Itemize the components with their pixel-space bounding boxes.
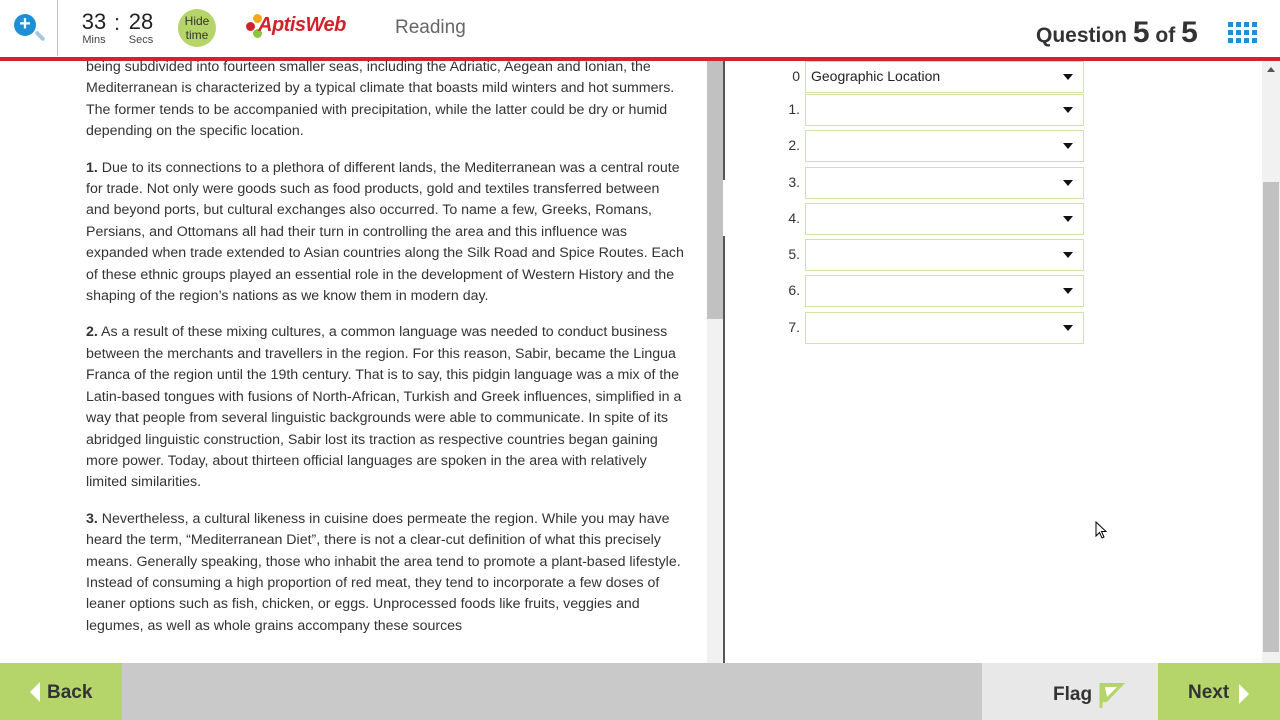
heading-select-6[interactable]	[805, 275, 1084, 307]
bottom-bar	[0, 663, 1280, 720]
answer-row-0	[785, 61, 1085, 93]
logo-text: AptisWeb	[258, 14, 346, 36]
heading-select-0[interactable]	[805, 61, 1084, 93]
timer-minutes: 33	[81, 9, 107, 34]
answer-row-5	[785, 239, 1085, 271]
reading-panel[interactable]	[0, 61, 707, 663]
question-total: 5	[1181, 16, 1198, 49]
header-divider	[57, 0, 58, 56]
answer-row-4	[785, 203, 1085, 235]
heading-select-3[interactable]	[805, 167, 1084, 199]
heading-select-2[interactable]	[805, 130, 1084, 162]
flag-icon	[1098, 680, 1128, 710]
paragraph-number: 3.	[86, 510, 98, 527]
reading-scrollbar-thumb[interactable]	[707, 61, 723, 319]
dropdown-arrow-icon	[1063, 143, 1073, 149]
answer-row-6	[785, 275, 1085, 307]
top-bar	[0, 0, 1280, 58]
answers-scrollbar-thumb[interactable]	[1263, 182, 1279, 652]
heading-select-4[interactable]	[805, 203, 1084, 235]
timer-separator: :	[113, 10, 121, 35]
scroll-up-icon[interactable]	[1267, 67, 1275, 72]
answer-number: 1.	[788, 101, 800, 117]
section-title: Reading	[395, 17, 466, 38]
timer	[78, 10, 160, 50]
answer-number: 2.	[788, 137, 800, 153]
question-prefix: Question	[1036, 24, 1128, 47]
paragraph-number: 2.	[86, 324, 98, 341]
chevron-left-icon	[30, 682, 40, 702]
answers-scrollbar[interactable]	[1262, 61, 1280, 663]
reading-scrollbar[interactable]	[707, 61, 723, 663]
zoom-in-icon[interactable]: +	[10, 10, 46, 46]
hide-time-button[interactable]: Hide time	[178, 9, 216, 47]
dropdown-arrow-icon	[1063, 288, 1073, 294]
paragraph-number: 1.	[86, 159, 98, 176]
dropdown-arrow-icon	[1063, 180, 1073, 186]
answer-number: 5.	[788, 246, 800, 262]
chevron-right-icon	[1239, 684, 1249, 704]
answer-number: 4.	[788, 210, 800, 226]
dropdown-arrow-icon	[1063, 252, 1073, 258]
mouse-cursor-icon	[1095, 521, 1107, 539]
timer-seconds: 28	[128, 9, 154, 34]
select-value: Geographic Location	[811, 68, 941, 84]
flag-button[interactable]	[982, 663, 1158, 720]
back-button[interactable]	[0, 663, 122, 720]
question-counter	[1036, 16, 1198, 50]
paragraph-text: Due to its connections to a plethora of different lands, the Mediterranean was a central route for trade. Not only were goods such as food products, gold and textiles transferred between and beyond ports, but cultural exchanges also occurred. To name a few, Greeks, Romans, Persians, and Ottomans all had their turn in controlling the area and this influence was expanded when trade extended to Asian countries along the Silk Road and Spice Routes. Each of these ethnic groups played an essential role in the development of Western History and the shaping of the region’s nations as we know them in modern day.	[86, 159, 684, 305]
answer-number: 7.	[788, 319, 800, 335]
reading-paragraph-2	[86, 322, 684, 493]
answer-number: 3.	[788, 174, 800, 190]
heading-select-5[interactable]	[805, 239, 1084, 271]
question-of: of	[1155, 24, 1176, 47]
dropdown-arrow-icon	[1063, 216, 1073, 222]
question-grid-icon[interactable]	[1228, 22, 1256, 46]
answer-row-1	[785, 94, 1085, 126]
question-current: 5	[1132, 16, 1150, 49]
aptisweb-logo	[246, 12, 370, 44]
dropdown-arrow-icon	[1063, 325, 1073, 331]
answer-row-7	[785, 312, 1085, 344]
answer-number: 0	[792, 68, 800, 84]
next-button-label: Next	[1188, 682, 1230, 703]
dropdown-arrow-icon	[1063, 107, 1073, 113]
flag-button-label: Flag	[1053, 684, 1093, 705]
reading-paragraph-1	[86, 158, 684, 308]
timer-minutes-label: Mins	[82, 34, 106, 46]
heading-select-7[interactable]	[805, 312, 1084, 344]
heading-select-1[interactable]	[805, 94, 1084, 126]
paragraph-text: As a result of these mixing cultures, a common language was needed to conduct business between the merchants and travellers in the region. For this reason, Sabir, became the Lingua Franca of the region until the 19th century. That is to say, this pidgin language was a mix of the Latin-based tongues with fusions of North-African, Turkish and Greek influences, simplified in a way that people from several linguistic backgrounds were able to communicate. In spite of its abridged linguistic construction, Sabir lost its traction as respective countries began gaining more power. Today, about thirteen official languages are spoken in the area with relatively limited similarities.	[86, 324, 682, 491]
answer-number: 6.	[788, 282, 800, 298]
paragraph-text: Nevertheless, a cultural likeness in cuisine does permeate the region. While you may have heard the term, “Mediterranean Diet”, there is not a clear-cut definition of what this precisely means. Generally speaking, those who inhabit the area tend to promote a plant-based lifestyle. Instead of consuming a high proportion of red meat, they tend to incorporate a few doses of leaner options such as fish, chicken, or eggs. Unprocessed foods like fruits, veggies and legumes, as well as whole grains accompany these sources	[86, 510, 681, 634]
back-button-label: Back	[47, 682, 93, 703]
dropdown-arrow-icon	[1063, 74, 1073, 80]
answer-row-3	[785, 167, 1085, 199]
timer-seconds-label: Secs	[128, 34, 154, 46]
reading-intro: being subdivided into fourteen smaller seas, including the Adriatic, Aegean and Ionian, the Mediterranean is characterized by a typical climate that boasts mild winters and hot summers. The former tends to be accompanied with precipitation, while the latter could be dry or humid depending on the specific location.	[86, 61, 675, 140]
reading-text	[86, 61, 684, 652]
answers-panel	[725, 61, 1262, 663]
answer-row-2	[785, 130, 1085, 162]
reading-paragraph-3	[86, 509, 684, 637]
next-button[interactable]	[1158, 663, 1280, 720]
